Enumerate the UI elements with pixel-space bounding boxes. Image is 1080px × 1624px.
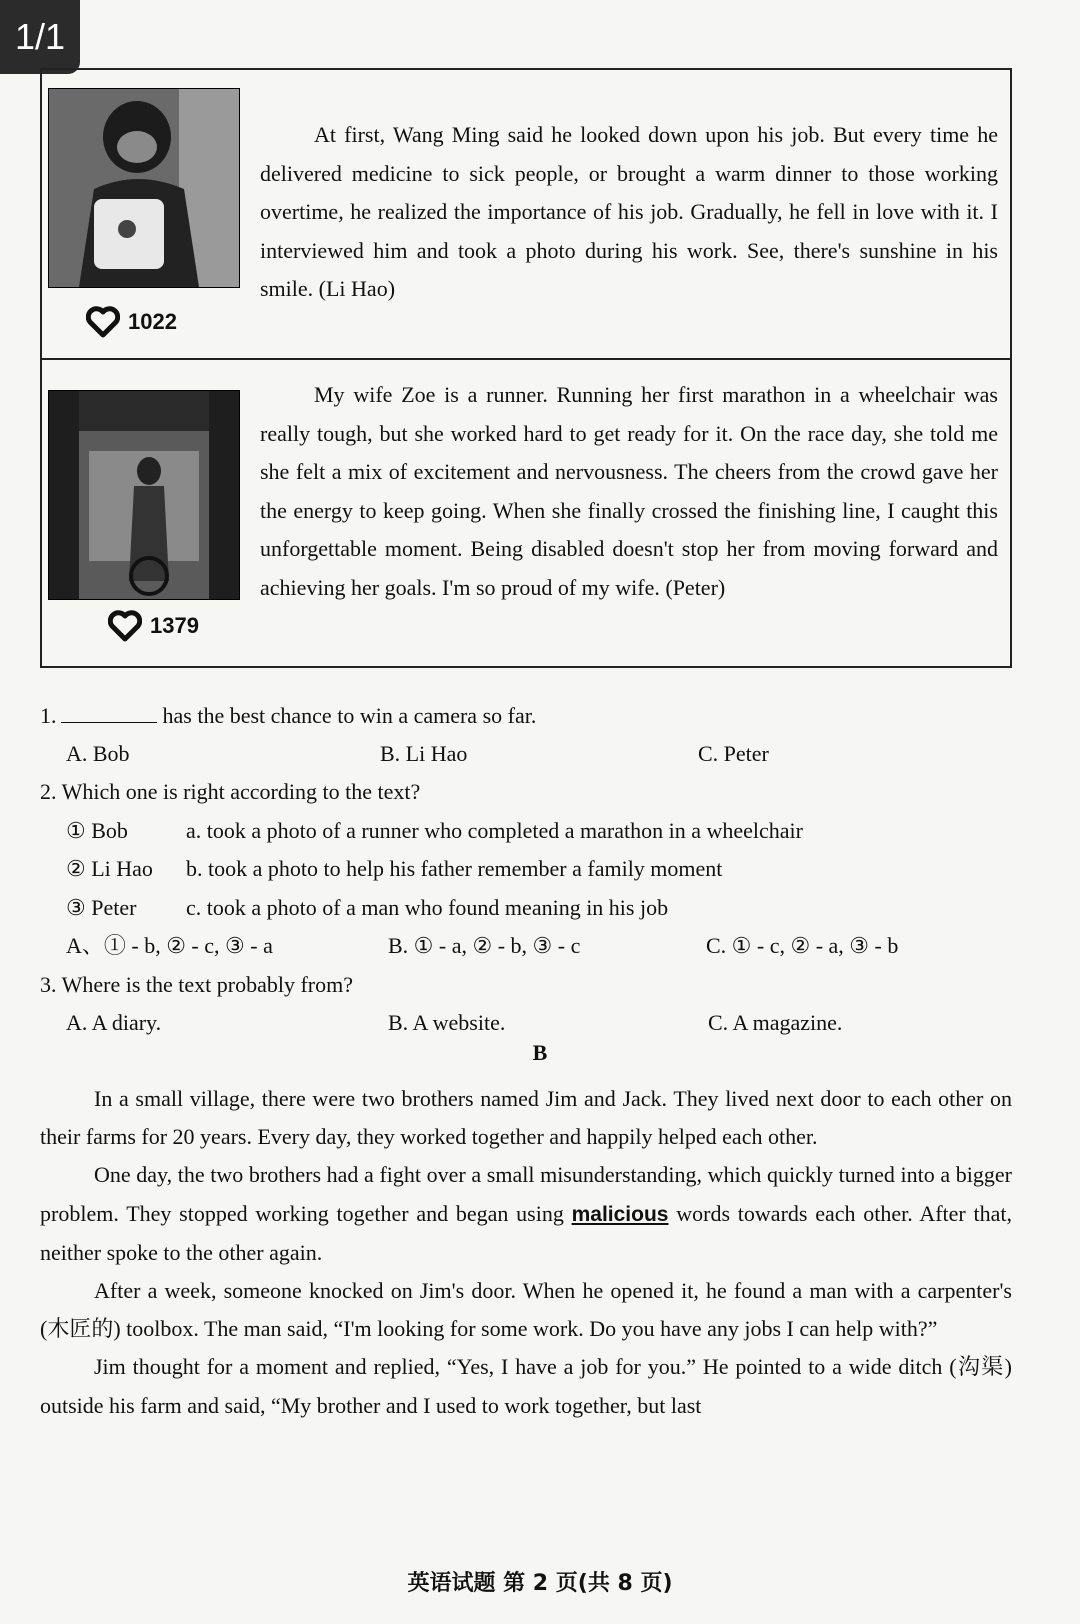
q2-person-3: ③ Peter [66, 895, 137, 920]
q2-option-a: A、① - b, ② - c, ③ - a [66, 933, 273, 958]
q3-option-a: A. A diary. [66, 1010, 162, 1035]
marathon-photo [48, 390, 240, 600]
answer-blank [61, 700, 157, 723]
question-stem: has the best chance to win a camera so far. [162, 703, 537, 728]
post-body: At first, Wang Ming said he looked down upon his job. But every time he delivered medicine to sick people, or brought a warm dinner to those working overtime, he realized the importance of his job. Gradually, he fell in love with it. I interviewed him and took a photo during his work. See, there's sunshine in his smile. (Li Hao) [260, 122, 998, 301]
q2-desc-c: c. took a photo of a man who found meaning in his job [186, 895, 669, 920]
heart-icon [108, 610, 142, 642]
q1-option-a: A. Bob [66, 741, 130, 766]
paragraph: After a week, someone knocked on Jim's door. When he opened it, he found a man with a carpenter's (木匠的) toolbox. The man said, “I'm looking for some work. Do you have any jobs I can help with?” [40, 1278, 1012, 1342]
paragraph-text: One day, the two brothers had a fight over a small misunderstanding, which quickly turned into a bigger problem. They stopped working together and began using [40, 1162, 1012, 1226]
photo-graphic [49, 391, 239, 599]
q2-option-c: C. ① - c, ② - a, ③ - b [706, 933, 899, 958]
question-3: 3. Where is the text probably from? [40, 972, 353, 997]
question-number: 1. [40, 703, 57, 728]
q3-option-c: C. A magazine. [708, 1010, 843, 1035]
q2-desc-b: b. took a photo to help his father remember a family moment [186, 856, 723, 881]
photo-graphic [49, 89, 239, 287]
q2-desc-a: a. took a photo of a runner who completed a marathon in a wheelchair [186, 818, 803, 843]
like-counter[interactable] [86, 306, 177, 338]
q1-option-b: B. Li Hao [380, 741, 468, 766]
paragraph-text: words towards each other. After that, neither spoke to the other again. [40, 1200, 1013, 1265]
like-count: 1022 [128, 309, 177, 334]
delivery-man-photo [48, 88, 240, 288]
paragraph: Jim thought for a moment and replied, “Yes, I have a job for you.” He pointed to a wide ditch (沟渠) outside his farm and said, “My brother and I used to work together, but last [40, 1354, 1012, 1418]
q2-option-b: B. ① - a, ② - b, ③ - c [388, 933, 581, 958]
heart-icon [86, 306, 120, 338]
section-heading: B [532, 1040, 548, 1065]
post-body: My wife Zoe is a runner. Running her first marathon in a wheelchair was really tough, but she worked hard to get ready for it. On the race day, she told me she felt a mix of excitement and nervousness. The cheers from the crowd gave her the energy to keep going. When she finally crossed the finishing line, I caught this unforgettable moment. Being disabled doesn't stop her from moving forward and achieving her goals. I'm so proud of my wife. (Peter) [260, 382, 998, 600]
like-count: 1379 [150, 613, 199, 638]
post-card [42, 360, 1010, 666]
post-text [260, 116, 998, 309]
paragraph [40, 1156, 1012, 1272]
page-footer: 英语试题 第 2 页(共 8 页) [407, 1571, 673, 1596]
q2-person-1: ① Bob [66, 818, 128, 843]
underlined-word: malicious [571, 1202, 669, 1226]
post-text [260, 376, 998, 607]
reading-passage [40, 1080, 1012, 1425]
q1-option-c: C. Peter [698, 741, 769, 766]
posts-box [40, 68, 1012, 668]
q2-person-2: ② Li Hao [66, 856, 153, 881]
question-1 [40, 697, 536, 736]
like-counter[interactable] [108, 610, 199, 642]
question-2: 2. Which one is right according to the text? [40, 779, 421, 804]
q3-option-b: B. A website. [388, 1010, 506, 1035]
page-indicator: 1/1 [0, 0, 80, 74]
paragraph: In a small village, there were two brothers named Jim and Jack. They lived next door to each other on their farms for 20 years. Every day, they worked together and happily helped each other. [40, 1086, 1012, 1150]
post-card [42, 70, 1010, 360]
